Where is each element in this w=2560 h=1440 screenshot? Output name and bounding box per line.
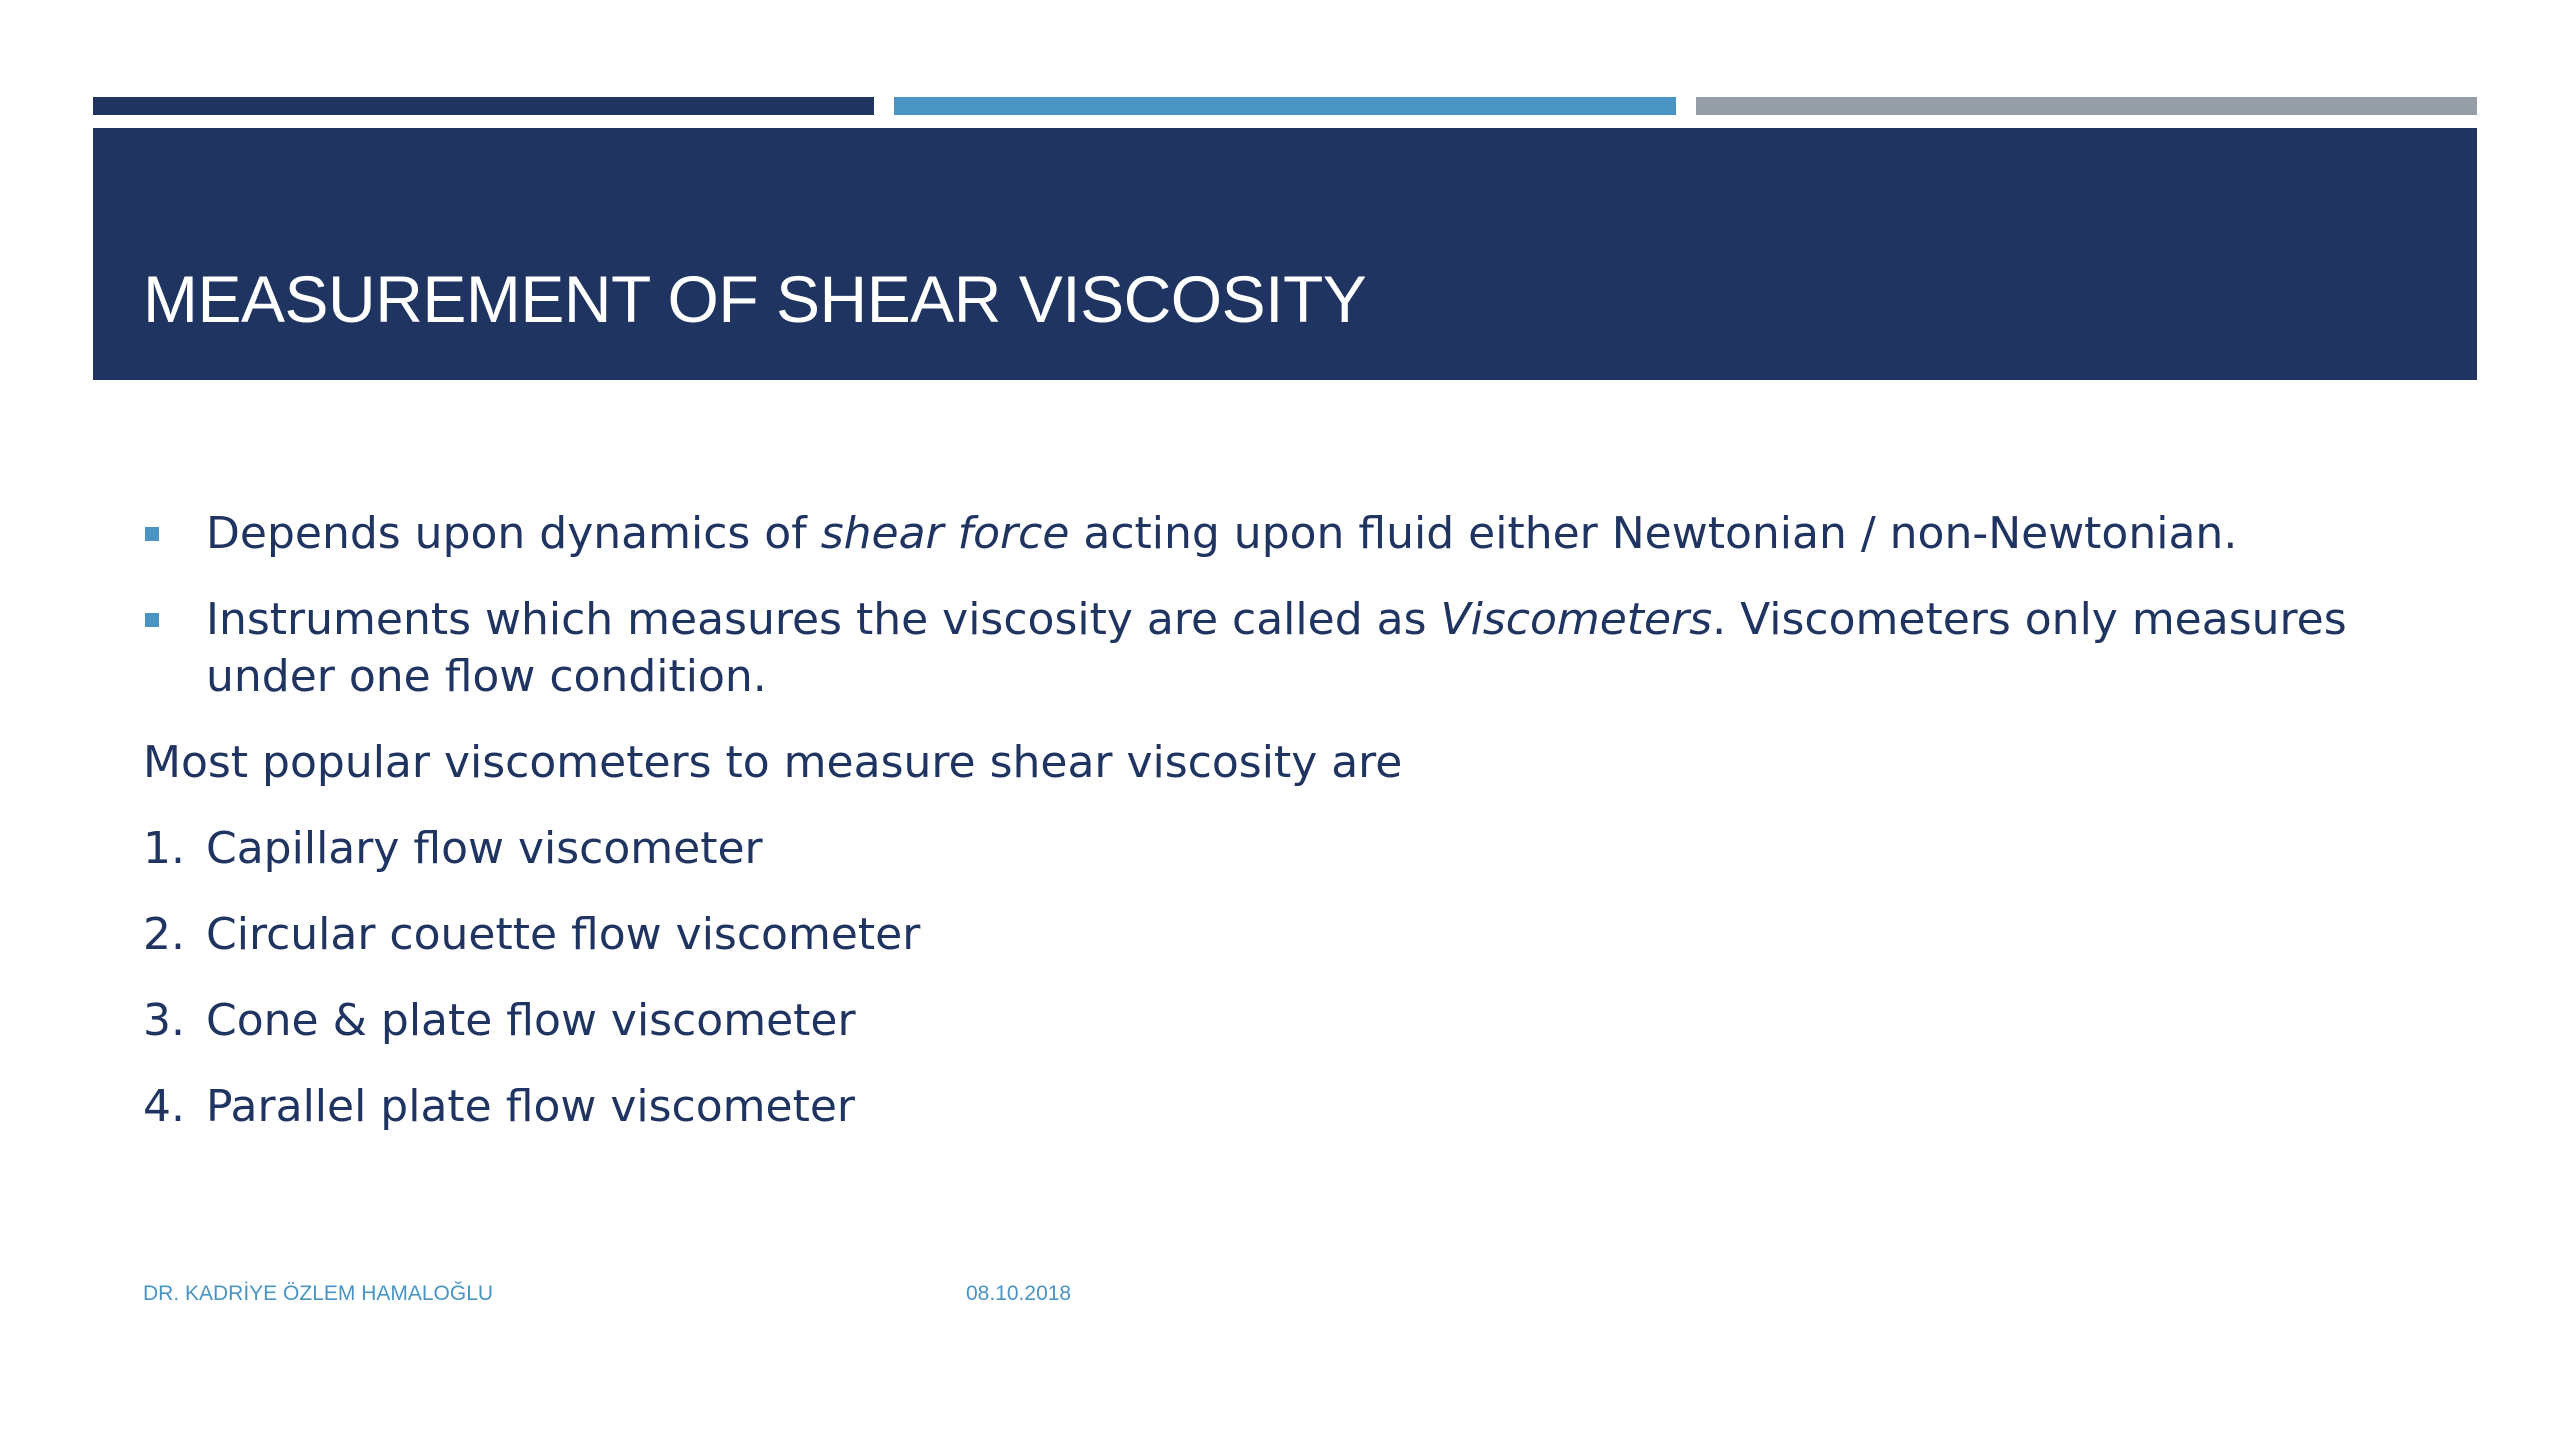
bullet-text-pre: Instruments which measures the viscosity are called as xyxy=(206,594,1441,645)
list-item xyxy=(143,820,2383,877)
bullet-text-emphasis: Viscometers xyxy=(1440,594,1713,645)
list-item-text: Circular couette flow viscometer xyxy=(206,909,921,960)
intro-line: Most popular viscometers to measure shear viscosity are xyxy=(143,737,1403,788)
bullet-text-emphasis: shear force xyxy=(820,508,1070,559)
slide-content xyxy=(143,505,2383,1164)
bullet-item xyxy=(143,505,2383,562)
square-bullet-icon xyxy=(145,613,159,627)
square-bullet-icon xyxy=(145,527,159,541)
bullet-text-pre: Depends upon dynamics of xyxy=(206,508,821,559)
slide-title: MEASUREMENT OF SHEAR VISCOSITY xyxy=(143,262,1367,336)
list-item-text: Cone & plate flow viscometer xyxy=(206,995,856,1046)
list-item-number: 1. xyxy=(143,823,185,874)
list-item xyxy=(143,1078,2383,1135)
list-item-text: Capillary flow viscometer xyxy=(206,823,763,874)
footer-date: 08.10.2018 xyxy=(966,1282,1072,1305)
list-item-number: 3. xyxy=(143,995,185,1046)
accent-bar-gray xyxy=(1696,97,2477,115)
list-item xyxy=(143,906,2383,963)
list-item-text: Parallel plate flow viscometer xyxy=(206,1081,855,1132)
list-item-number: 2. xyxy=(143,909,185,960)
bullet-text-post: acting upon fluid either Newtonian / non-Newtonian. xyxy=(1069,508,2238,559)
bullet-item xyxy=(143,591,2383,705)
footer-author: DR. KADRİYE ÖZLEM HAMALOĞLU xyxy=(143,1282,494,1305)
list-item xyxy=(143,992,2383,1049)
title-band xyxy=(93,128,2477,380)
accent-bar-blue xyxy=(894,97,1676,115)
list-item-number: 4. xyxy=(143,1081,185,1132)
bullet-text-post: . Viscometers only measures under one flow condition. xyxy=(206,594,2347,702)
accent-bar-navy xyxy=(93,97,874,115)
